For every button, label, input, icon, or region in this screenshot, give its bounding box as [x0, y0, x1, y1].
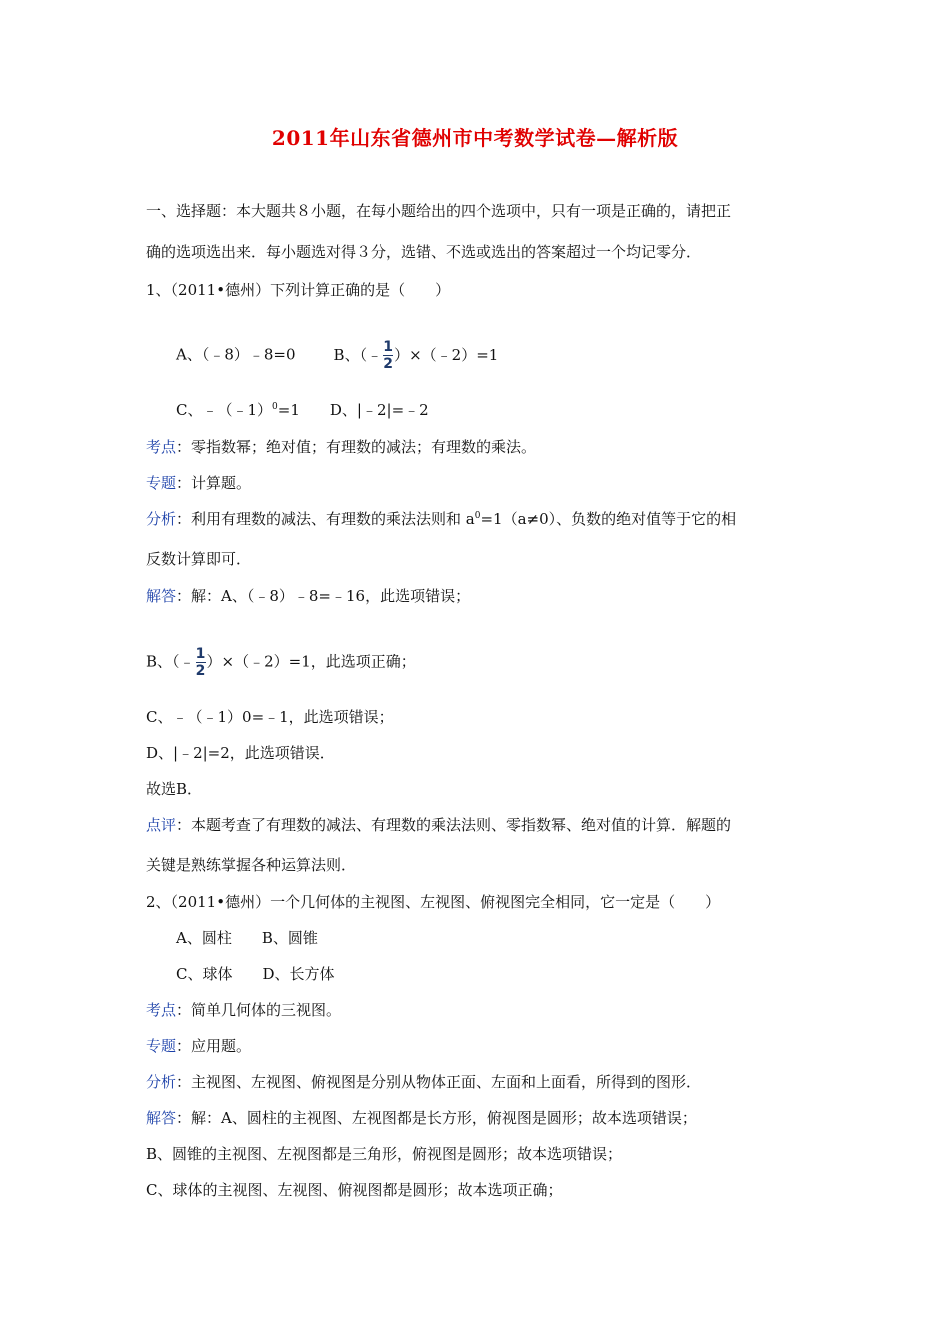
- question-1-options-cd: [176, 400, 429, 420]
- q1-jieda-b: B、（﹣ $\frac{1}{2}$ ）×（﹣2）=1，此选项正确；: [146, 646, 416, 679]
- q1-option-c: C、﹣（﹣1）$^0$=1: [176, 401, 300, 419]
- q1-fenxi: 分析：利用有理数的减法、有理数的乘法法则和 $a^0=1(a\ne 0)$、负数的绝对值等于它的相: [146, 510, 737, 528]
- q1-zhuanti: 专题：计算题。: [146, 474, 252, 492]
- q1-jieda: 解答：解：A、（﹣8）﹣8=﹣16，此选项错误；: [146, 587, 471, 605]
- q2-fenxi: 分析：主视图、左视图、俯视图是分别从物体正面、左面和上面看，所得到的图形．: [146, 1073, 702, 1091]
- q2-option-d: D、长方体: [262, 965, 335, 983]
- q1-option-b: B、（﹣ $\frac{1}{2}$ ）×（﹣2）=1: [333, 339, 499, 372]
- q1-dianping: 点评：本题考查了有理数的减法、有理数的乘法法则、零指数幂、绝对值的计算．解题的: [146, 816, 732, 834]
- jieda-label: 解答: [146, 1109, 177, 1127]
- fraction-one-half: $\frac{1}{2}$: [383, 339, 393, 372]
- intro-line-1: 一、选择题：本大题共８小题，在每小题给出的四个选项中，只有一项是正确的，请把正: [146, 202, 732, 220]
- zhuanti-label: 专题: [146, 1037, 177, 1055]
- zhuanti-label: 专题: [146, 474, 177, 492]
- q2-option-c: C、球体: [176, 965, 233, 983]
- kaodian-label: 考点: [146, 1001, 177, 1019]
- q1-jieda-d: D、|﹣2|=2，此选项错误．: [146, 744, 335, 762]
- q1-jieda-c: C、﹣（﹣1）0=﹣1，此选项错误；: [146, 708, 394, 726]
- jieda-label: 解答: [146, 587, 177, 605]
- q2-jieda: 解答：解：A、圆柱的主视图、左视图都是长方形，俯视图是圆形；故本选项错误；: [146, 1109, 697, 1127]
- question-1-options-ab: [176, 340, 498, 371]
- q1-dianping-line-2: 关键是熟练掌握各种运算法则．: [146, 856, 357, 874]
- fenxi-label: 分析: [146, 1073, 177, 1091]
- q1-kaodian: 考点：零指数幂；绝对值；有理数的减法；有理数的乘法。: [146, 438, 537, 456]
- question-2-options-cd: [176, 964, 335, 984]
- question-1-stem: 1、（2011•德州）下列计算正确的是（ ）: [146, 281, 451, 299]
- kaodian-label: 考点: [146, 438, 177, 456]
- q1-option-d: D、|﹣2|=﹣2: [329, 401, 429, 419]
- q1-jieda-answer: 故选B．: [146, 780, 203, 798]
- dianping-label: 点评: [146, 816, 177, 834]
- q1-fenxi-line-2: 反数计算即可．: [146, 550, 252, 568]
- fenxi-label: 分析: [146, 510, 177, 528]
- q2-zhuanti: 专题：应用题。: [146, 1037, 252, 1055]
- q2-option-b: B、圆锥: [261, 929, 318, 947]
- question-2-options-ab: [176, 928, 318, 948]
- fraction-one-half: $\frac{1}{2}$: [195, 646, 206, 679]
- page-title: 2011年山东省德州市中考数学试卷—解析版: [271, 126, 679, 150]
- question-2-stem: 2、（2011•德州）一个几何体的主视图、左视图、俯视图完全相同，它一定是（ ）: [146, 893, 721, 911]
- q2-jieda-b: B、圆锥的主视图、左视图都是三角形，俯视图是圆形；故本选项错误；: [146, 1145, 623, 1163]
- intro-line-2: 确的选项选出来．每小题选对得３分，选错、不选或选出的答案超过一个均记零分．: [146, 243, 702, 261]
- q1-option-a: A、（﹣8）﹣8=0: [176, 345, 296, 364]
- q2-jieda-c: C、球体的主视图、左视图、俯视图都是圆形；故本选项正确；: [146, 1181, 563, 1199]
- q2-kaodian: 考点：简单几何体的三视图。: [146, 1001, 342, 1019]
- q2-option-a: A、圆柱: [176, 929, 232, 947]
